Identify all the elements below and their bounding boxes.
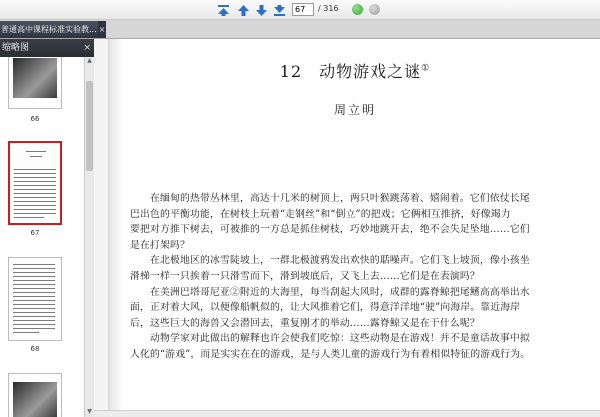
footnote-mark: ① [421,63,431,74]
page-total-label: / 316 [318,4,339,13]
body-text-line: 人化的“游戏”，而是实实在在的游戏，是与人类儿童的游戏行为有着相似特征的游戏行为。 [130,348,531,360]
document-viewer[interactable] [94,39,600,417]
thumbnail-label: 67 [30,229,40,237]
thumbnail-page-66[interactable] [8,57,62,109]
author-name: 周立明 [333,103,376,117]
last-page-button[interactable] [272,3,286,17]
thumbnail-list [0,57,84,417]
navigation-toolbar [0,0,600,20]
prev-page-icon [237,4,250,17]
chapter-title [109,59,600,82]
thumbnail-page-67[interactable] [8,141,62,225]
scroll-down-icon[interactable]: ▼ [87,408,92,415]
body-text-line: 是在打架吗？ [130,239,190,251]
first-page-icon [217,4,230,17]
sidebar-close-icon[interactable]: × [83,43,91,53]
next-page-button[interactable] [254,3,268,17]
sidebar-scrollbar[interactable] [84,57,94,417]
body-text-line: 要把对方推下树去，可被推的一方总是抓住树枝，巧妙地跳开去，绝不会失足坠地……它们 [130,224,530,236]
first-page-button[interactable] [216,3,230,17]
body-text-line: 动物学家对此做出的解释也许会使我们吃惊：这些动物是在游戏！并不是童话故事中拟 [150,333,530,345]
document-tab-label: 普通高中课程标准实验教... [1,25,97,34]
thumbnail-photo [13,58,57,98]
sidebar-header [0,39,94,57]
prev-page-button[interactable] [236,3,250,17]
document-tab-bar [0,20,600,39]
thumbnail-page-68[interactable] [8,257,62,341]
thumbnail-photo [13,382,57,417]
next-page-icon [255,4,268,17]
body-text-line: 面，正对着大风，以便像船帆似的，让大风推着它们，得意洋洋地“驶”向海岸。靠近海岸 [130,302,521,314]
thumbnail-label: 68 [30,345,40,353]
thumbnail-sidebar [0,39,94,417]
body-text-line: 在缅甸的热带丛林里，高达十几米的树顶上，两只叶猴跳荡着、嬉闹着。它们依仗长尾 [150,193,530,204]
document-page [108,39,600,417]
tab-close-icon[interactable]: × [98,21,106,38]
viewer-horizontal-scrollbar[interactable] [94,410,600,417]
body-text-line: 后，这些巨大的海兽又会潜回去，重复刚才的举动……露脊鲸又是在干什么呢？ [130,317,480,329]
page-number-input[interactable] [292,3,314,16]
document-tab[interactable] [0,21,106,38]
go-button[interactable] [352,4,363,15]
body-text-line: 在北极地区的冰雪陡坡上，一群北极渡鸦发出欢快的聒噪声。它们飞上坡顶，像小孩坐 [150,255,530,267]
stop-button[interactable] [369,4,380,15]
body-text-line: 巴出色的平衡功能，在树枝上玩着“走钢丝”和“倒立”的把戏；它俩相互推挤，好像竭力 [130,208,511,220]
body-text-line: 滑梯一样一只挨着一只滑雪而下，滑到坡底后，又飞上去……它们是在表演吗？ [130,270,480,282]
sidebar-title: 缩略图 [2,43,30,53]
last-page-icon [273,4,286,17]
chapter-title-text: 12 动物游戏之谜 [279,62,422,81]
body-text [130,191,596,363]
thumbnail-label: 66 [30,115,40,123]
body-text-line: 在美洲巴塔哥尼亚②附近的大海里，每当刮起大风时，成群的露脊鲸把尾鳍高高举出水 [150,286,530,298]
sidebar-scroll-thumb[interactable] [86,81,93,171]
page-edge-shadow [109,39,121,417]
thumbnail-page-69[interactable] [8,373,62,417]
scroll-up-icon[interactable]: ▲ [87,57,92,64]
